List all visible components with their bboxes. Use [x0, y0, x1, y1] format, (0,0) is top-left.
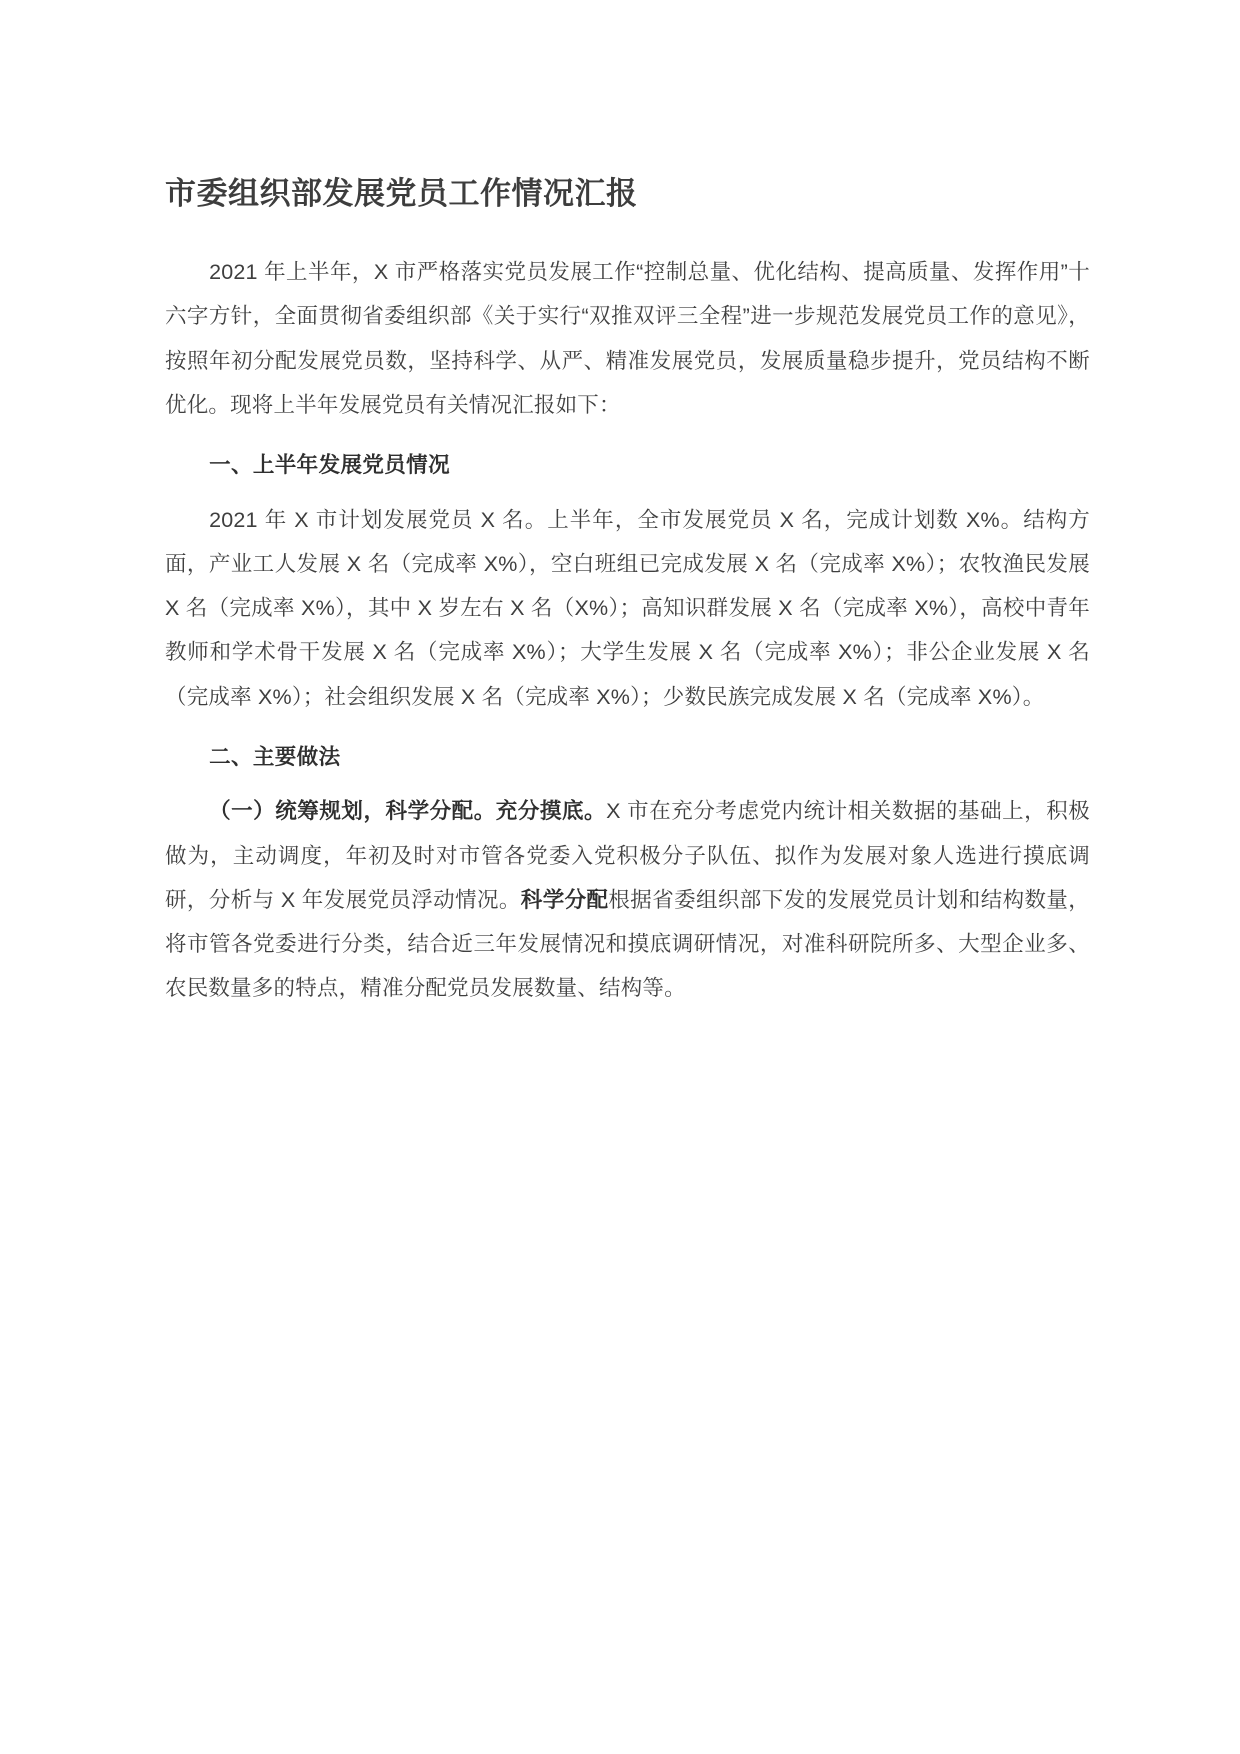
section-one-body: 2021 年 X 市计划发展党员 X 名。上半年，全市发展党员 X 名，完成计划数 X%。结构方面，产业工人发展 X 名（完成率 X%），空白班组已完成发展 X 名（完成率 X%）；农牧渔民发展 X 名（完成率 X%），其中 X 岁左右 X 名（X%）；高知识群发展 X 名（完成率 X%），高校中青年教师和学术骨干发展 X 名（完成率 X%）；大学生发展 X 名（完成率 X%）；非公企业发展 X 名（完成率 X%）；社会组织发展 X 名（完成率 X%）；少数民族完成发展 X 名（完成率 X%）。 — [165, 507, 1090, 709]
item-one-inline-bold: 科学分配 — [520, 887, 609, 912]
item-one-text-part-one: X 市在充分考虑党内统计相关数据的基础上，积极做为，主动调度，年初及时对市管各党委入党积极分子队伍、拟作为发展对象人选进行摸底调研，分析与 X 年发展党员浮动情况。 — [165, 799, 1090, 912]
section-heading-two: 二、主要做法 — [209, 745, 341, 769]
section-heading-one: 一、上半年发展党员情况 — [209, 453, 450, 478]
intro-paragraph: 2021 年上半年，X 市严格落实党员发展工作“控制总量、优化结构、提高质量、发挥作用”十六字方针，全面贯彻省委组织部《关于实行“双推双评三全程”进一步规范发展党员工作的意见》，按照年初分配发展党员数，坚持科学、从严、精准发展党员，发展质量稳步提升，党员结构不断优化。现将上半年发展党员有关情况汇报如下： — [165, 260, 1090, 418]
page-title: 市委组织部发展党员工作情况汇报 — [165, 176, 638, 211]
section-two-item-one — [165, 789, 1090, 1010]
item-one-text-part-two: 根据省委组织部下发的发展党员计划和结构数量，将市管各党委进行分类，结合近三年发展情况和摸底调研情况，对准科研院所多、大型企业多、农民数量多的特点，精准分配党员发展数量、结构等。 — [165, 887, 1091, 1001]
item-one-lead-bold: （一）统筹规划，科学分配。充分摸底。 — [209, 799, 607, 824]
